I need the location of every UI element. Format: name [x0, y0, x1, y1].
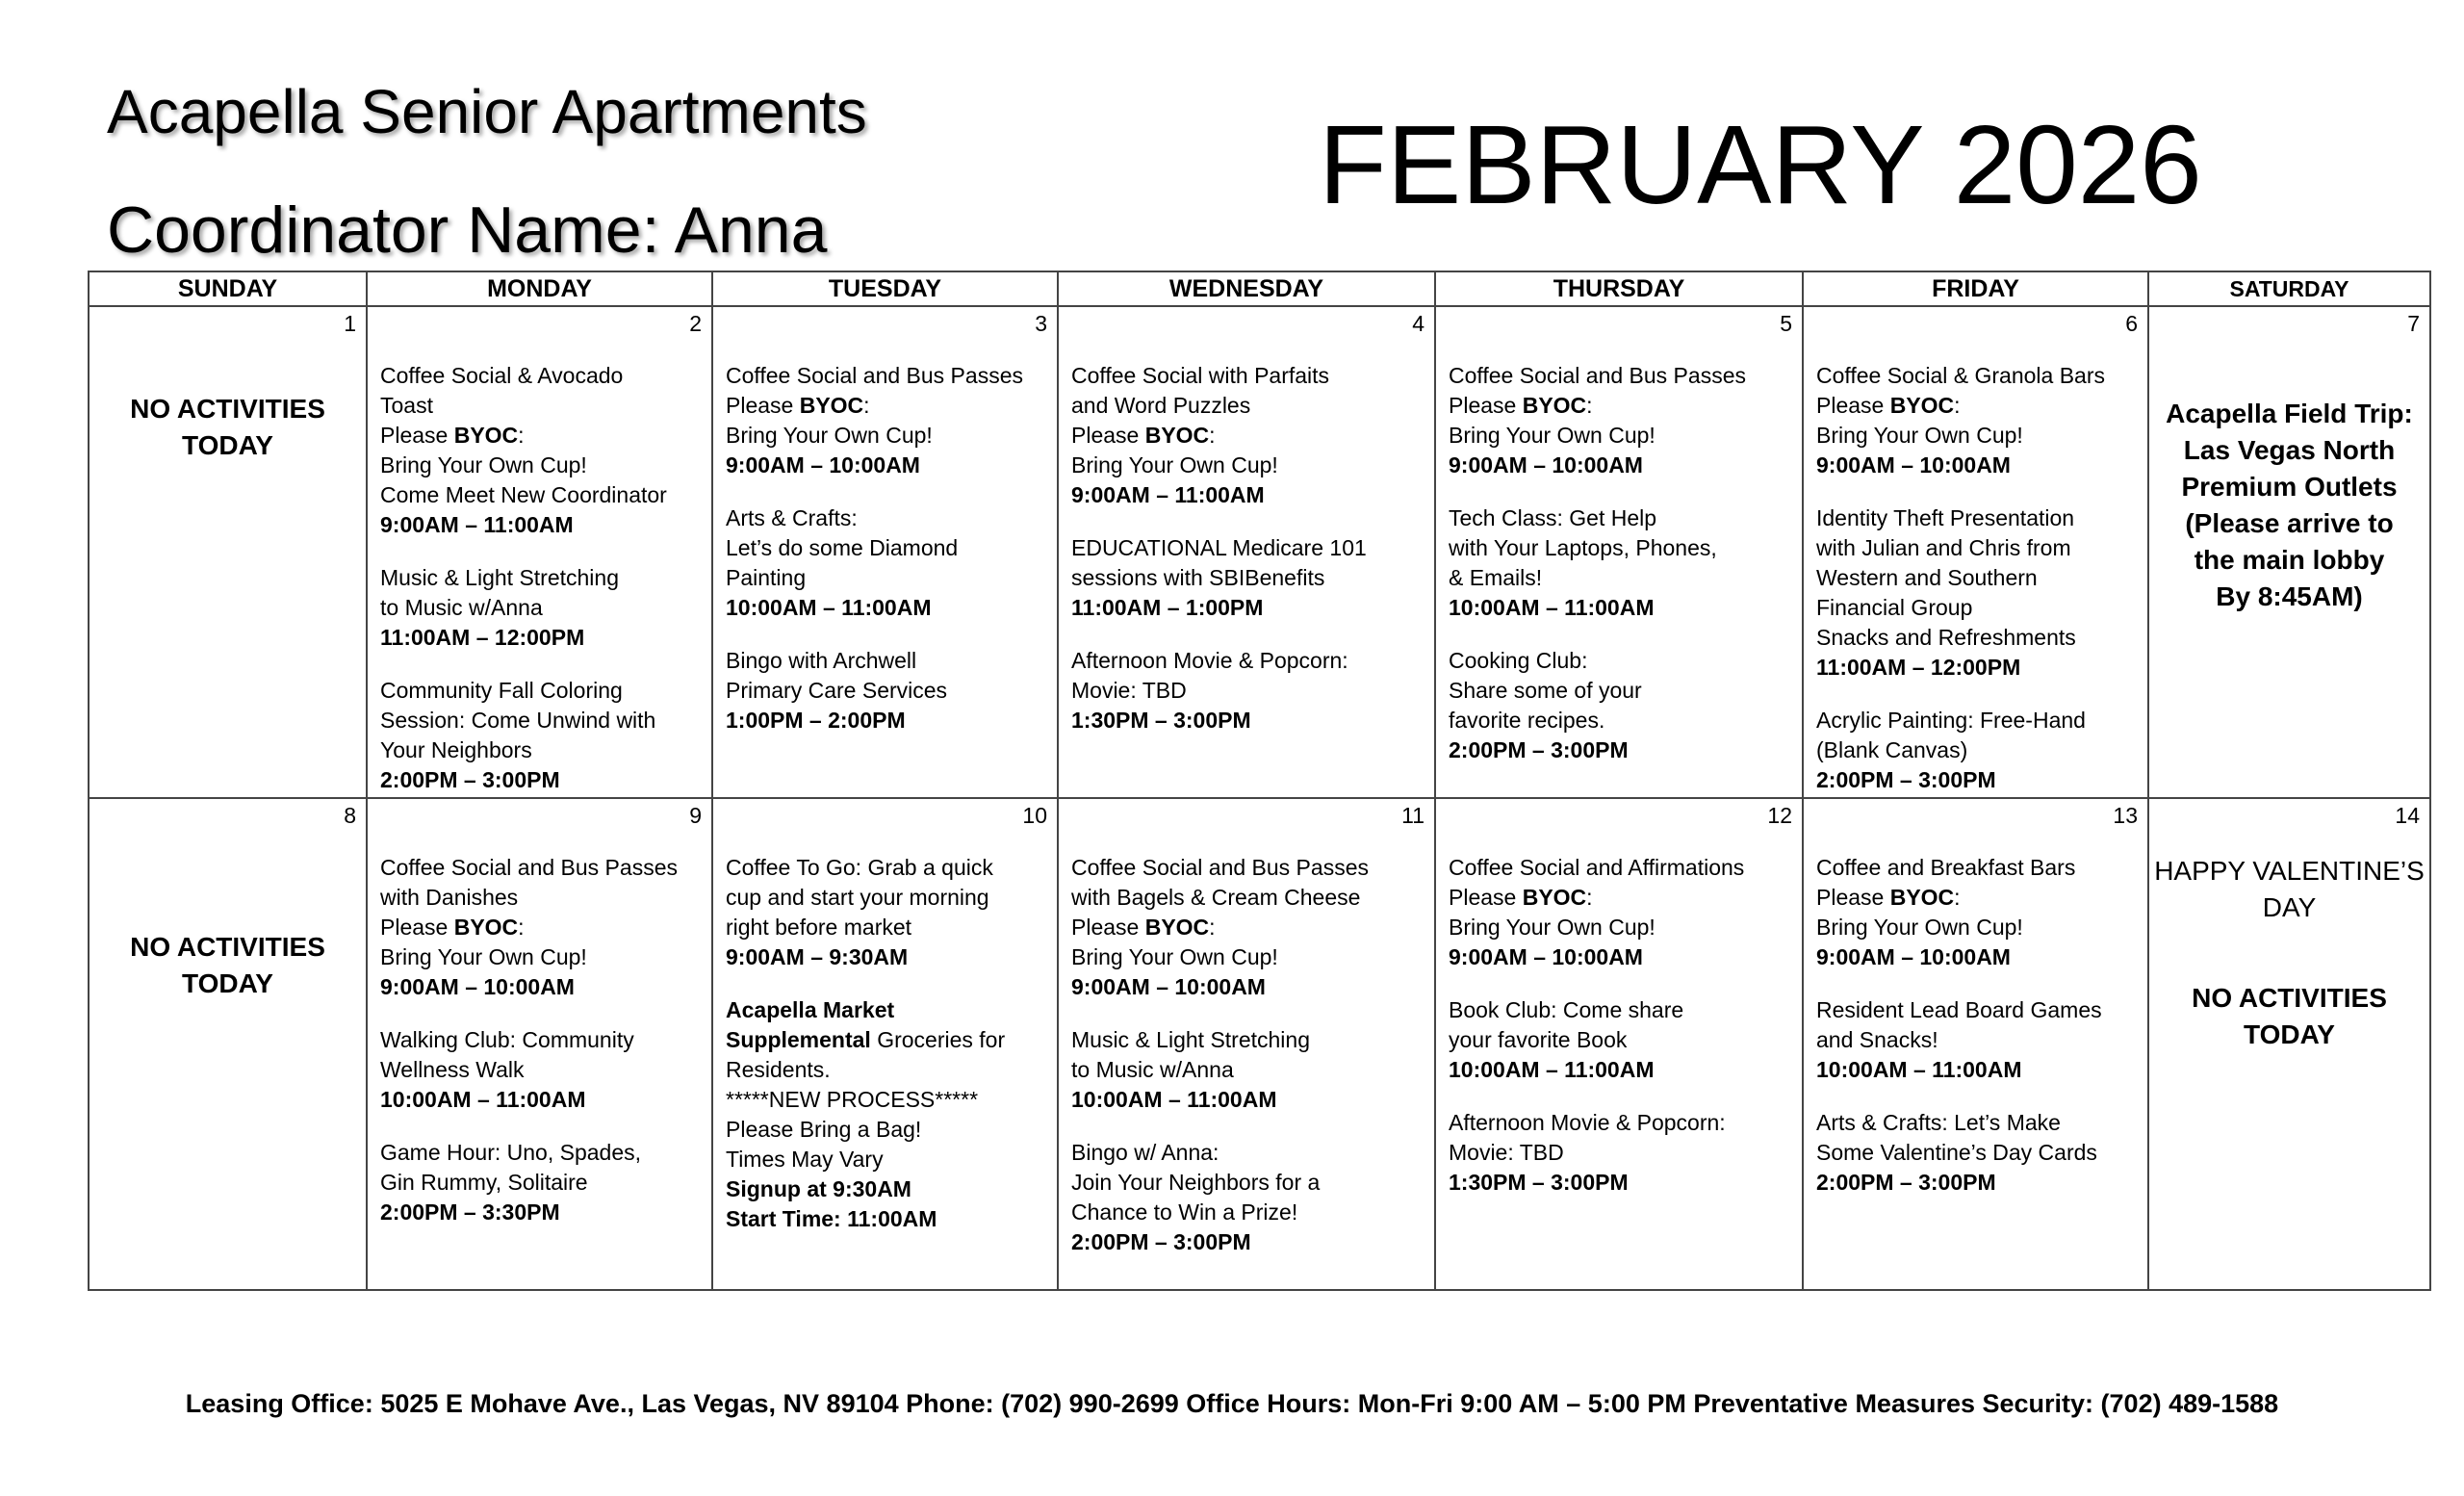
day-number: 8: [344, 803, 356, 828]
event-time: 10:00AM – 11:00AM: [726, 595, 932, 620]
event-time: 9:00AM – 9:30AM: [726, 944, 909, 969]
event: Afternoon Movie & Popcorn: Movie: TBD 1:30PM – 3:00PM: [1071, 646, 1424, 735]
day-cell: [2148, 306, 2430, 798]
event: Coffee To Go: Grab a quick cup and start your morning right before market 9:00AM – 9:30AM: [726, 853, 1047, 972]
day-number: 10: [1022, 803, 1047, 828]
month-title: FEBRUARY 2026: [1319, 102, 2202, 227]
event: Afternoon Movie & Popcorn: Movie: TBD 1:30PM – 3:00PM: [1449, 1108, 1792, 1198]
no-activities-note: NO ACTIVITIES TODAY: [130, 394, 325, 460]
event-time: 1:30PM – 3:00PM: [1071, 708, 1251, 733]
valentines-note: HAPPY VALENTINE’S DAY: [2154, 856, 2425, 922]
event: Coffee and Breakfast Bars Please BYOC: Bring Your Own Cup! 9:00AM – 10:00AM: [1816, 853, 2138, 972]
event-time: 11:00AM – 12:00PM: [380, 625, 585, 650]
day-number: 11: [1401, 803, 1424, 828]
weekday-sunday: SUNDAY: [89, 271, 367, 306]
event: Acapella Market Supplemental Groceries for Residents. *****NEW PROCESS***** Please Bring a Bag! Times May Vary Signup at 9:30AM Start Time: 11:00AM: [726, 995, 1047, 1234]
event-time: 9:00AM – 11:00AM: [380, 512, 574, 537]
event-time: 2:00PM – 3:00PM: [1071, 1229, 1251, 1254]
event-time: 11:00AM – 1:00PM: [1071, 595, 1264, 620]
event: Coffee Social and Bus Passes with Bagels & Cream Cheese Please BYOC: Bring Your Own Cup! 9:00AM – 10:00AM: [1071, 853, 1424, 1002]
event: Coffee Social & Avocado Toast Please BYOC: Bring Your Own Cup! Come Meet New Coordinator 9:00AM – 11:00AM: [380, 361, 702, 540]
day-number: 6: [2125, 311, 2138, 336]
weekday-monday: MONDAY: [367, 271, 712, 306]
event: Identity Theft Presentation with Julian and Chris from Western and Southern Financial Group Snacks and Refreshments 11:00AM – 12:00PM: [1816, 503, 2138, 683]
event: Resident Lead Board Games and Snacks! 10:00AM – 11:00AM: [1816, 995, 2138, 1085]
event: Book Club: Come share your favorite Book 10:00AM – 11:00AM: [1449, 995, 1792, 1085]
day-number: 1: [344, 311, 356, 336]
weekday-friday: FRIDAY: [1803, 271, 2148, 306]
event: Music & Light Stretching to Music w/Anna 11:00AM – 12:00PM: [380, 563, 702, 653]
week-row: [89, 306, 2430, 798]
event: Bingo w/ Anna: Join Your Neighbors for a Chance to Win a Prize! 2:00PM – 3:00PM: [1071, 1138, 1424, 1257]
day-cell: [89, 798, 367, 1290]
event-time: 2:00PM – 3:00PM: [1449, 737, 1629, 762]
event-time: 9:00AM – 10:00AM: [1816, 452, 2011, 477]
day-cell: [712, 798, 1058, 1290]
no-activities-note: NO ACTIVITIES TODAY: [130, 932, 325, 998]
day-number: 5: [1780, 311, 1792, 336]
day-number: 14: [2395, 803, 2420, 828]
event-time: 11:00AM – 12:00PM: [1816, 655, 2021, 680]
day-cell: [1803, 306, 2148, 798]
event-time: 1:30PM – 3:00PM: [1449, 1170, 1629, 1195]
event: Acrylic Painting: Free-Hand (Blank Canvas) 2:00PM – 3:00PM: [1816, 706, 2138, 795]
day-cell: [1803, 798, 2148, 1290]
weekday-tuesday: TUESDAY: [712, 271, 1058, 306]
community-name: Acapella Senior Apartments: [107, 77, 867, 146]
event: Coffee Social and Affirmations Please BYOC: Bring Your Own Cup! 9:00AM – 10:00AM: [1449, 853, 1792, 972]
event: Coffee Social and Bus Passes with Danishes Please BYOC: Bring Your Own Cup! 9:00AM – 10:00AM: [380, 853, 702, 1002]
event-time: 9:00AM – 10:00AM: [1449, 944, 1643, 969]
event: Walking Club: Community Wellness Walk 10:00AM – 11:00AM: [380, 1025, 702, 1115]
event: EDUCATIONAL Medicare 101 sessions with SBIBenefits 11:00AM – 1:00PM: [1071, 533, 1424, 623]
day-cell: [2148, 798, 2430, 1290]
event: Arts & Crafts: Let’s Make Some Valentine’s Day Cards 2:00PM – 3:00PM: [1816, 1108, 2138, 1198]
event-time: 1:00PM – 2:00PM: [726, 708, 906, 733]
event-time: 10:00AM – 11:00AM: [380, 1087, 586, 1112]
event-time: Signup at 9:30AM: [726, 1176, 911, 1201]
event: Music & Light Stretching to Music w/Anna 10:00AM – 11:00AM: [1071, 1025, 1424, 1115]
day-number: 4: [1412, 311, 1424, 336]
weekday-wednesday: WEDNESDAY: [1058, 271, 1435, 306]
event-time: 2:00PM – 3:00PM: [1816, 1170, 1996, 1195]
day-number: 9: [689, 803, 702, 828]
event: Coffee Social and Bus Passes Please BYOC: Bring Your Own Cup! 9:00AM – 10:00AM: [726, 361, 1047, 480]
event-time: 10:00AM – 11:00AM: [1449, 595, 1655, 620]
footer-contact-info: Leasing Office: 5025 E Mohave Ave., Las Vegas, NV 89104 Phone: (702) 990-2699 Office Hours: Mon-Fri 9:00 AM – 5:00 PM Preventative Measures Security: (702) 489-1588: [185, 1389, 2279, 1418]
event: Coffee Social & Granola Bars Please BYOC: Bring Your Own Cup! 9:00AM – 10:00AM: [1816, 361, 2138, 480]
no-activities-note: NO ACTIVITIES TODAY: [2192, 983, 2387, 1049]
event: Game Hour: Uno, Spades, Gin Rummy, Solitaire 2:00PM – 3:30PM: [380, 1138, 702, 1227]
event: Bingo with Archwell Primary Care Services 1:00PM – 2:00PM: [726, 646, 1047, 735]
weekday-thursday: THURSDAY: [1435, 271, 1803, 306]
event: Arts & Crafts: Let’s do some Diamond Painting 10:00AM – 11:00AM: [726, 503, 1047, 623]
event-time: 9:00AM – 11:00AM: [1071, 482, 1265, 507]
field-trip-note: Acapella Field Trip: Las Vegas North Premium Outlets (Please arrive to the main lobby By 8:45AM): [2166, 399, 2413, 611]
event: Community Fall Coloring Session: Come Unwind with Your Neighbors 2:00PM – 3:00PM: [380, 676, 702, 795]
event-time: 10:00AM – 11:00AM: [1449, 1057, 1655, 1082]
weekday-header-row: [89, 271, 2430, 306]
day-number: 3: [1035, 311, 1047, 336]
day-cell: [367, 798, 712, 1290]
event: Coffee Social and Bus Passes Please BYOC: Bring Your Own Cup! 9:00AM – 10:00AM: [1449, 361, 1792, 480]
day-number: 2: [689, 311, 702, 336]
day-cell: [1058, 306, 1435, 798]
event-time: 9:00AM – 10:00AM: [1449, 452, 1643, 477]
event-time: Start Time: 11:00AM: [726, 1206, 937, 1231]
day-number: 13: [2113, 803, 2138, 828]
event-time: 9:00AM – 10:00AM: [1071, 974, 1266, 999]
event-time: 2:00PM – 3:00PM: [380, 767, 560, 792]
day-cell: [1435, 798, 1803, 1290]
day-number: 12: [1767, 803, 1792, 828]
event-time: 2:00PM – 3:00PM: [1816, 767, 1996, 792]
event: Tech Class: Get Help with Your Laptops, Phones, & Emails! 10:00AM – 11:00AM: [1449, 503, 1792, 623]
coordinator-name: Coordinator Name: Anna: [107, 193, 828, 267]
calendar-grid: [88, 271, 2431, 1291]
event: Coffee Social with Parfaits and Word Puzzles Please BYOC: Bring Your Own Cup! 9:00AM – 11:00AM: [1071, 361, 1424, 510]
event-time: 9:00AM – 10:00AM: [380, 974, 575, 999]
event-time: 10:00AM – 11:00AM: [1071, 1087, 1277, 1112]
weekday-saturday: SATURDAY: [2148, 271, 2430, 306]
event: Cooking Club: Share some of your favorite recipes. 2:00PM – 3:00PM: [1449, 646, 1792, 765]
event-time: 9:00AM – 10:00AM: [726, 452, 920, 477]
week-row: [89, 798, 2430, 1290]
event-time: 9:00AM – 10:00AM: [1816, 944, 2011, 969]
day-number: 7: [2407, 311, 2420, 336]
day-cell: [89, 306, 367, 798]
day-cell: [1435, 306, 1803, 798]
day-cell: [712, 306, 1058, 798]
day-cell: [367, 306, 712, 798]
event-time: 2:00PM – 3:30PM: [380, 1199, 560, 1225]
day-cell: [1058, 798, 1435, 1290]
event-time: 10:00AM – 11:00AM: [1816, 1057, 2022, 1082]
